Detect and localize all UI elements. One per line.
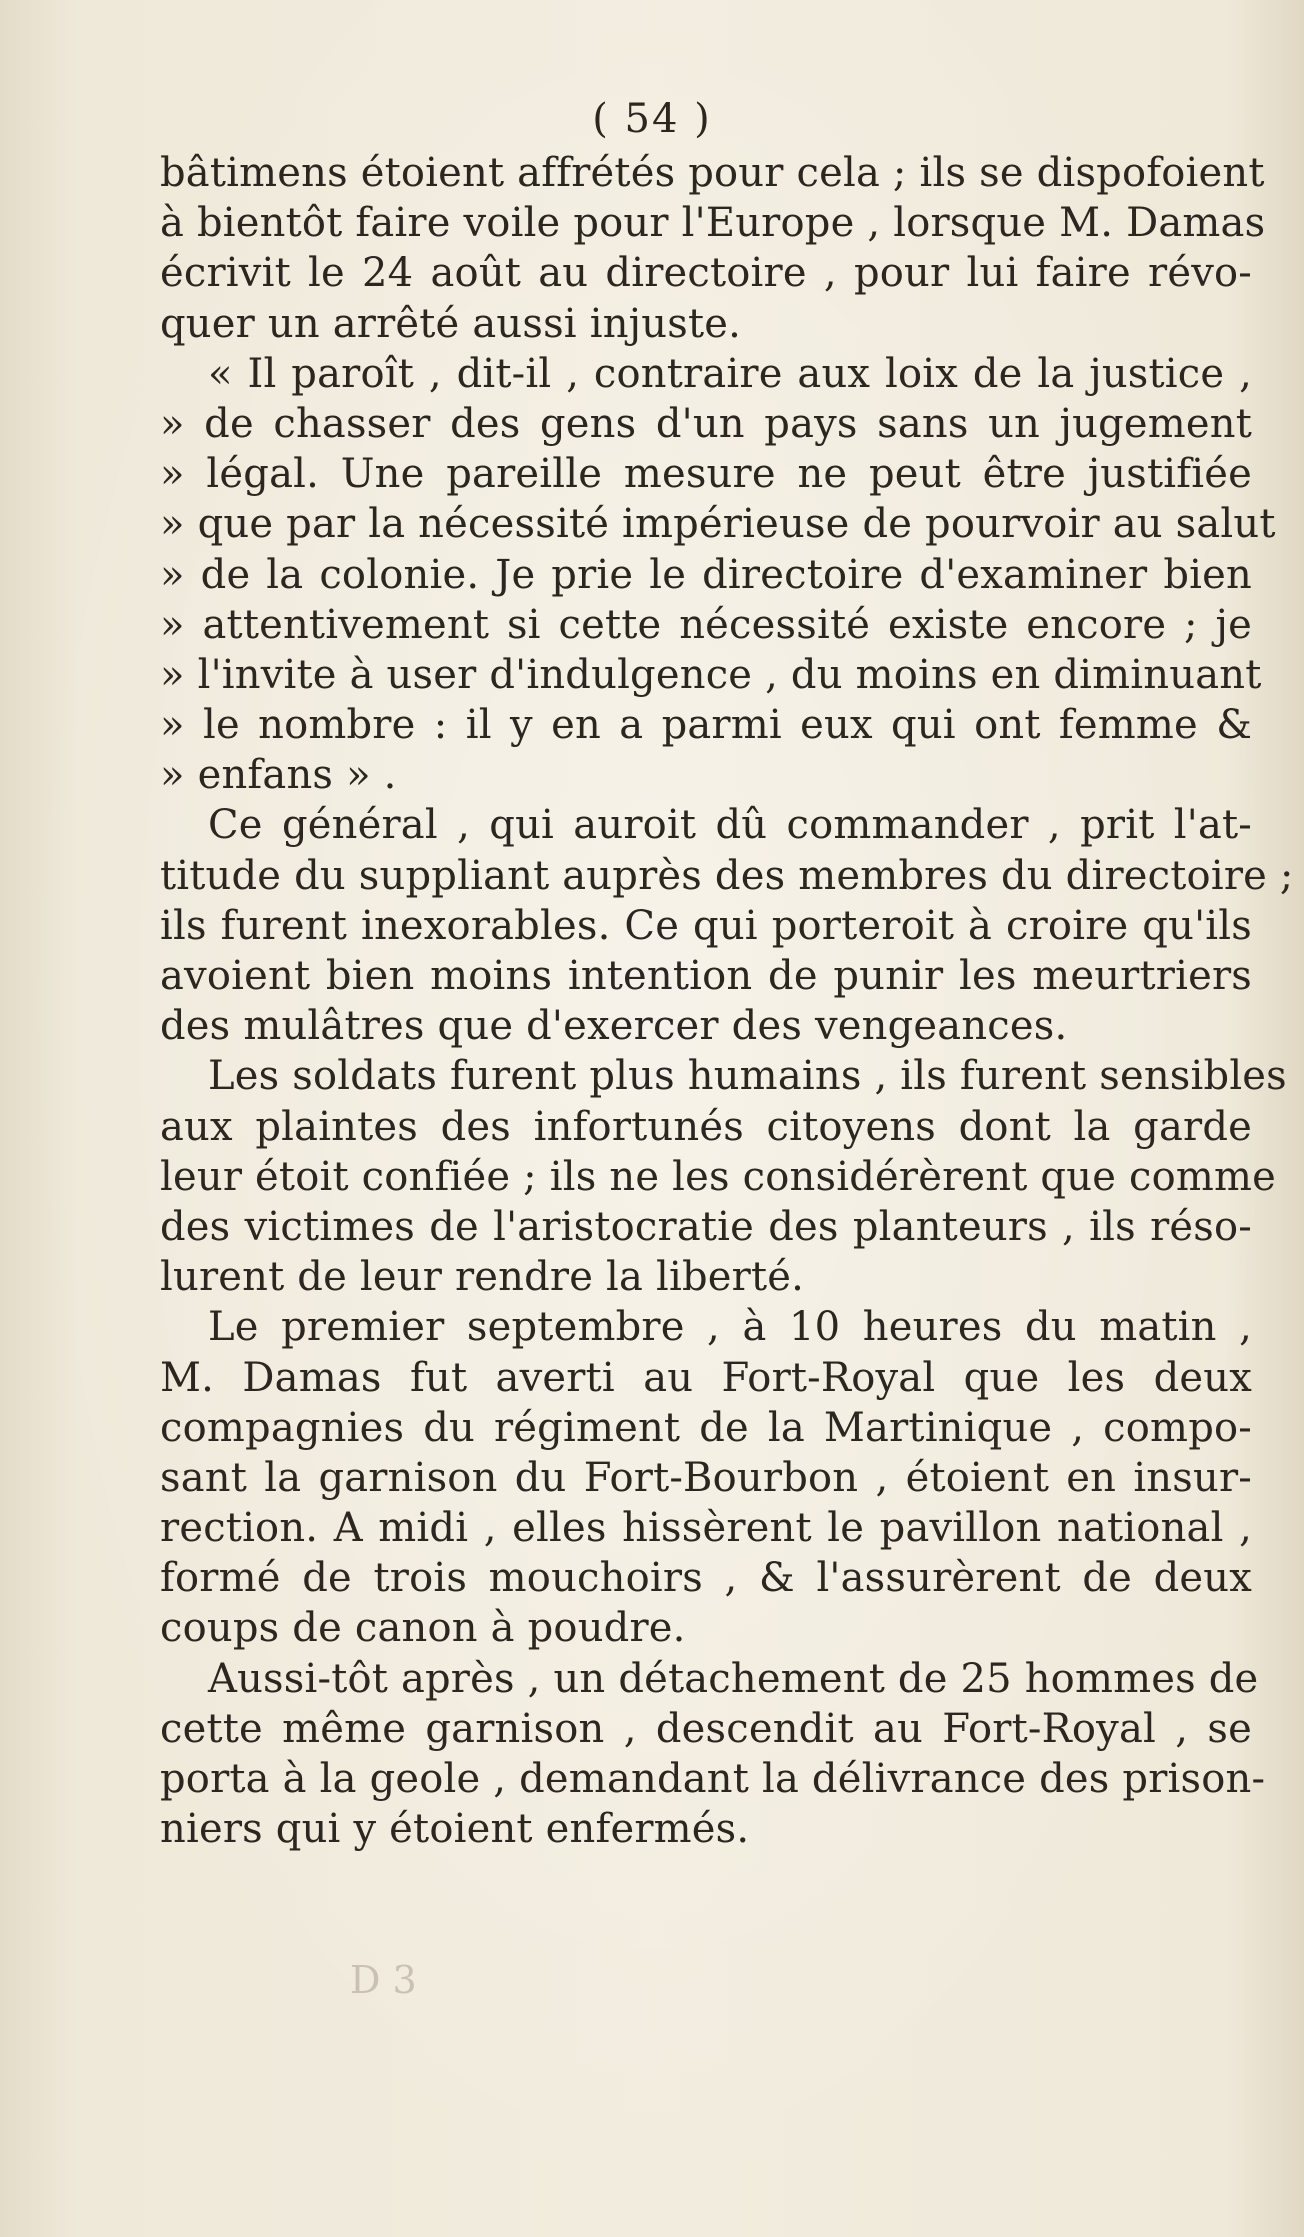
text-line: aux plaintes des infortunés citoyens dont la garde: [160, 1103, 1252, 1150]
text-line: Aussi-tôt après , un détachement de 25 hommes de: [208, 1655, 1259, 1702]
text-line: écrivit le 24 août au directoire , pour lui faire révo-: [160, 250, 1252, 297]
text-line: » attentivement si cette nécessité existe encore ; je: [160, 601, 1252, 648]
text-line: des mulâtres que d'exercer des vengeances.: [160, 1003, 1068, 1050]
text-line: compagnies du régiment de la Martinique , compo-: [160, 1404, 1252, 1451]
text-line: Ce général , qui auroit dû commander , prit l'at-: [208, 802, 1252, 849]
text-line: « Il paroît , dit-il , contraire aux loix de la justice ,: [208, 350, 1252, 397]
text-line: » enfans » .: [160, 752, 397, 799]
text-line: lurent de leur rendre la liberté.: [160, 1254, 805, 1301]
text-line: à bientôt faire voile pour l'Europe , lorsque M. Damas: [160, 200, 1266, 247]
body-text: [160, 148, 1294, 1854]
text-line: bâtimens étoient affrétés pour cela ; ils se dispofoient: [160, 150, 1265, 196]
text-line: quer un arrêté aussi injuste.: [160, 300, 742, 347]
text-line: coups de canon à poudre.: [160, 1605, 686, 1652]
text-line: des victimes de l'aristocratie des planteurs , ils réso-: [160, 1203, 1252, 1250]
page-number: ( 54 ): [592, 96, 712, 142]
text-line: niers qui y étoient enfermés.: [160, 1806, 750, 1853]
text-line: avoient bien moins intention de punir les meurtriers: [160, 953, 1252, 999]
signature-mark: D 3: [350, 1958, 417, 2002]
text-line: » l'invite à user d'indulgence , du moins en diminuant: [160, 651, 1262, 698]
text-line: sant la garnison du Fort-Bourbon , étoient en insur-: [160, 1454, 1252, 1501]
text-line: titude du suppliant auprès des membres du directoire ;: [160, 852, 1294, 899]
text-line: Les soldats furent plus humains , ils furent sensibles: [208, 1053, 1287, 1100]
text-line: » le nombre : il y en a parmi eux qui ont femme &: [160, 702, 1252, 749]
text-line: leur étoit confiée ; ils ne les considérèrent que comme: [160, 1153, 1276, 1200]
text-line: » légal. Une pareille mesure ne peut être justifiée: [160, 451, 1252, 498]
text-line: » de chasser des gens d'un pays sans un jugement: [160, 400, 1252, 447]
text-line: cette même garnison , descendit au Fort-Royal , se: [160, 1705, 1252, 1752]
text-line: porta à la geole , demandant la délivrance des prison-: [160, 1756, 1266, 1802]
text-line: ils furent inexorables. Ce qui porteroit à croire qu'ils: [160, 902, 1252, 949]
text-line: Le premier septembre , à 10 heures du matin ,: [208, 1304, 1252, 1351]
text-line: M. Damas fut averti au Fort-Royal que les deux: [160, 1354, 1252, 1401]
text-line: formé de trois mouchoirs , & l'assurèrent de deux: [160, 1555, 1252, 1602]
text-line: » que par la nécessité impérieuse de pourvoir au salut: [160, 501, 1276, 548]
text-line: rection. A midi , elles hissèrent le pavillon national ,: [160, 1505, 1252, 1552]
text-line: » de la colonie. Je prie le directoire d'examiner bien: [160, 551, 1252, 598]
